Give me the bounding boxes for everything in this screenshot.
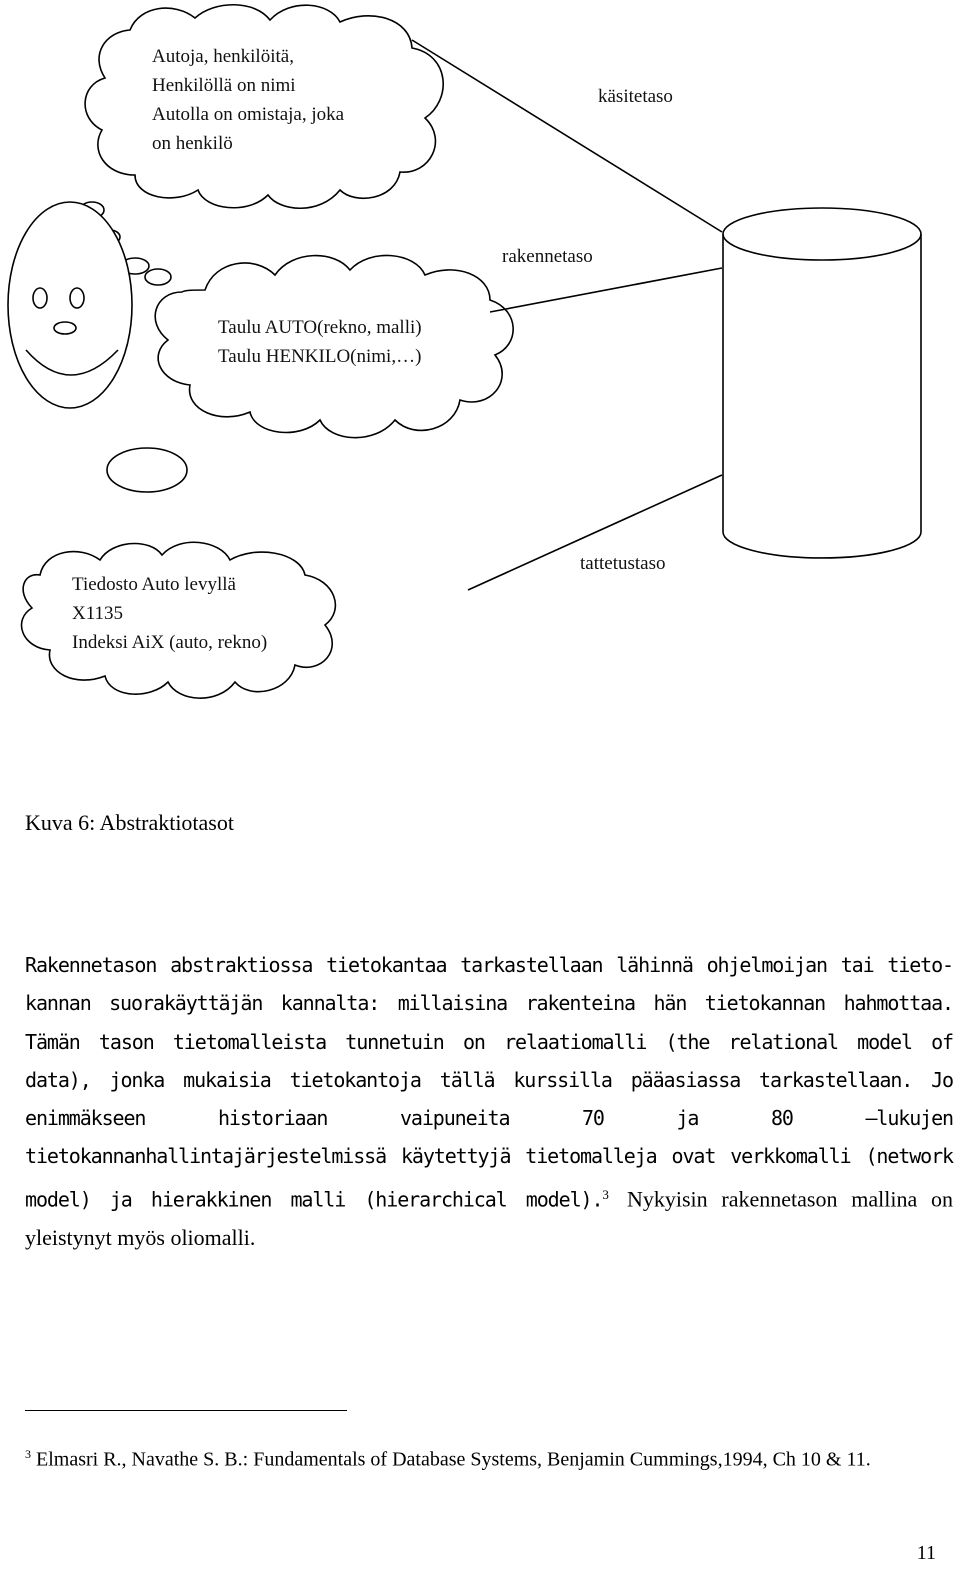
footnote-separator [25,1410,347,1411]
level-label-structural: rakennetaso [502,246,593,267]
database-top [723,208,921,260]
cloud-physical-text [72,570,267,657]
cloud-line: Henkilöllä on nimi [152,75,296,96]
cloud-line: X1135 [72,603,124,624]
footnote [25,1440,950,1474]
cloud-line: Indeksi AiX (auto, rekno) [72,632,268,653]
connector-conceptual [412,40,722,232]
cloud-line: on henkilö [152,133,233,154]
figure-caption: Kuva 6: Abstraktiotasot [25,810,234,835]
footnote-marker: 3 [25,1447,31,1461]
paragraph-tail-text: Nykyisin rakennetason mallina on yleistynyt myös oliomalli. [25,1186,953,1250]
nose [54,322,76,334]
level-label-physical: tattetustaso [580,553,666,574]
level-label-conceptual: käsitetaso [598,86,673,107]
thought-bubble [145,269,171,285]
cloud-line: Taulu HENKILO(nimi,…) [218,346,422,367]
cloud-line: Taulu AUTO(rekno, malli) [218,317,422,338]
eye-right [70,288,84,308]
page-number: 11 [916,1542,936,1564]
cloud-line: Autoja, henkilöitä, [152,46,294,67]
eye-left [33,288,47,308]
database-cylinder-icon [723,234,921,558]
cloud-structural-text [218,313,422,371]
body-paragraph [25,946,953,1257]
cloud-line: Autolla on omistaja, joka [152,104,345,125]
thought-bubble [107,448,187,492]
connector-structural [490,268,722,312]
cloud-conceptual-text [152,42,344,158]
footnote-text: Elmasri R., Navathe S. B.: Fundamentals of Database Systems, Benjamin Cummings,1994, Ch 10 & 11. [36,1448,871,1471]
paragraph-main-text: Rakennetason abstraktiossa tietokantaa tarkastellaan lähinnä ohjelmoijan tai tieto-kannan suorakäyttäjän kannalta: millaisina rakenteina hän tietokannan hahmottaa. Tämän tason tietomalleista tunnetuin on relaatiomalli (the relational model of data), jonka mukaisia tietokantoja tällä kurssilla pääasiassa tarkastellaan. Jo enimmäkseen historiaan vaipuneita 70 ja 80 –lukujen tietokannanhallintajärjestelmissä käytettyjä tietomalleja ovat verkkomalli (network model) ja hierakkinen malli (hierarchical model). [25,953,953,1212]
face-icon [8,202,132,408]
footnote-reference[interactable]: 3 [602,1186,608,1202]
cloud-line: Tiedosto Auto levyllä [72,574,236,595]
